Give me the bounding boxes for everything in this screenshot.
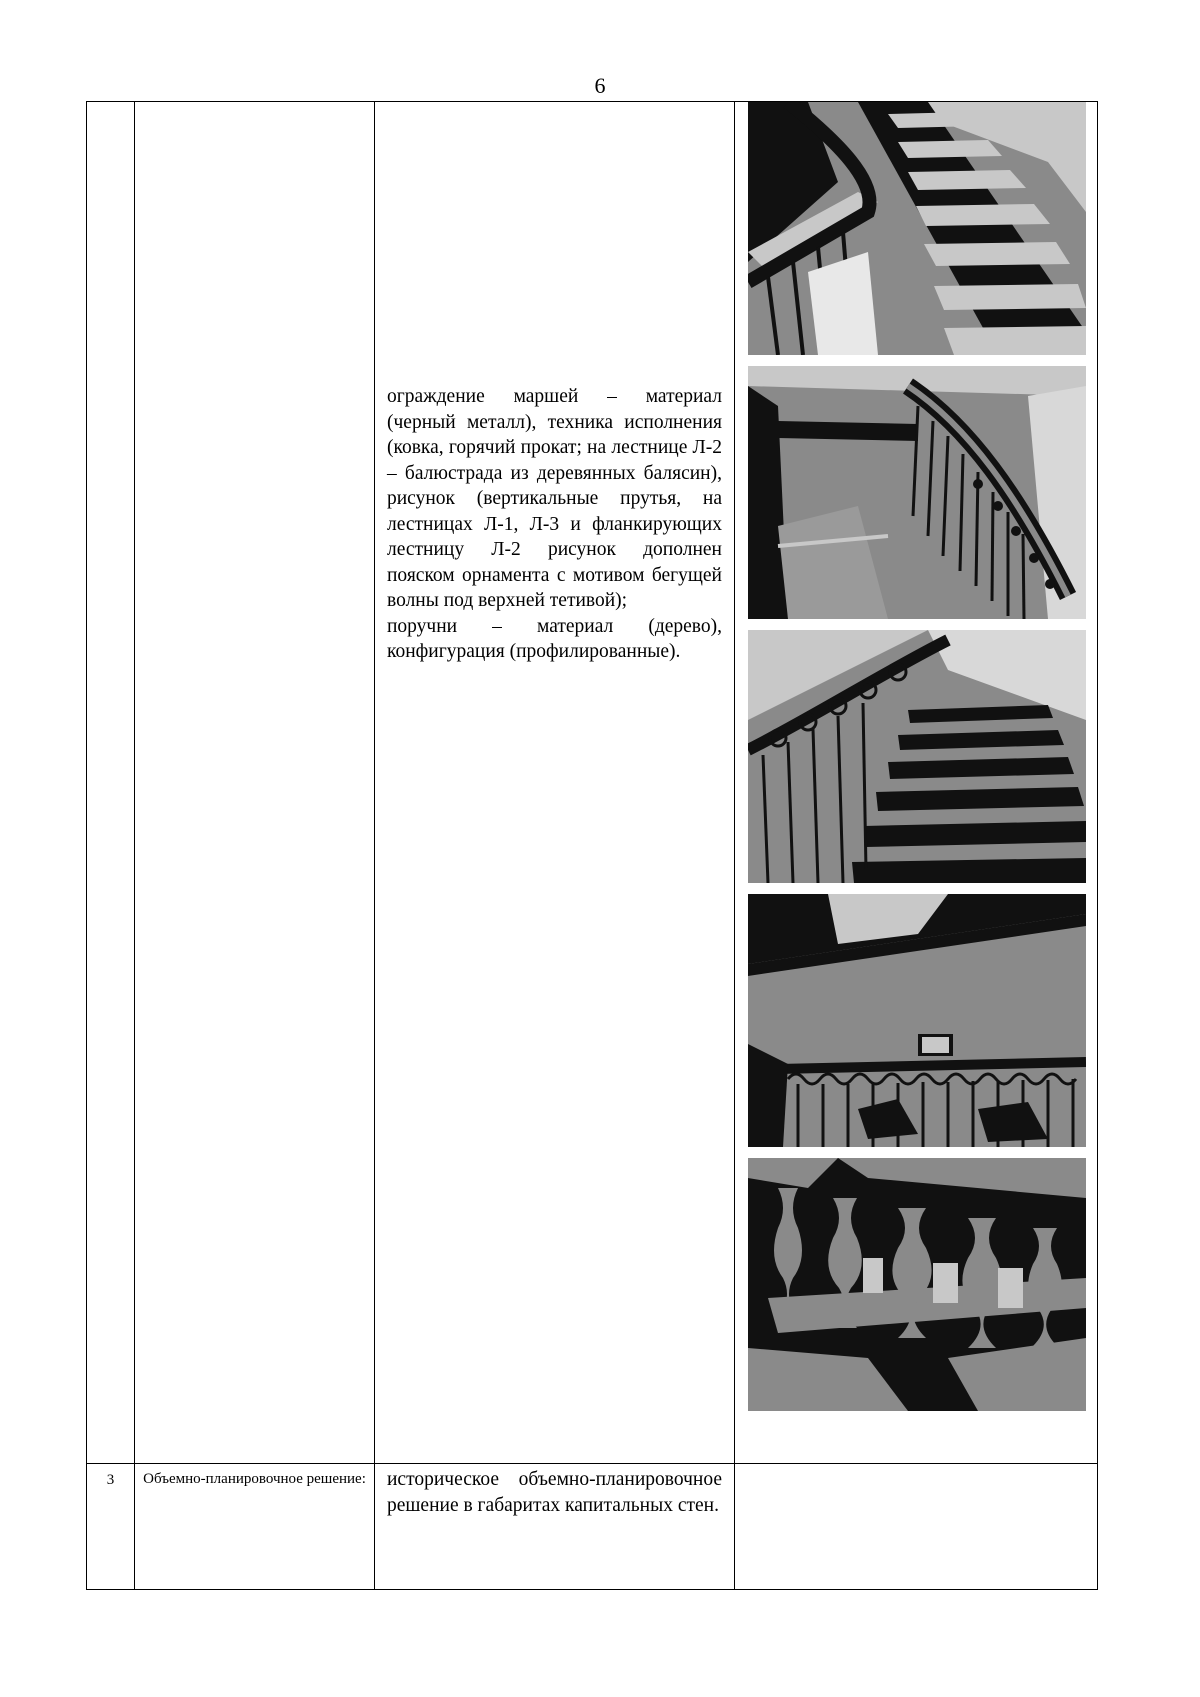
- staircase-image: [748, 102, 1086, 355]
- staircase-image: [748, 366, 1086, 619]
- photos-cell: [735, 1464, 1098, 1590]
- feature-cell: [135, 102, 375, 1464]
- staircase-photo-1: [748, 102, 1086, 355]
- feature-cell: Объемно-планировочное решение:: [135, 1464, 375, 1590]
- object-features-table: [86, 101, 1098, 1590]
- balusters-image: [748, 1158, 1086, 1411]
- railing-photo-4: [748, 894, 1086, 1147]
- row-number-cell: [87, 102, 135, 1464]
- description-paragraph: поручни – материал (дерево), конфигурация (профилированные).: [387, 615, 722, 662]
- railing-image: [748, 894, 1086, 1147]
- table-row: [87, 102, 1098, 1464]
- staircase-photo-2: [748, 366, 1086, 619]
- description-cell: [375, 102, 735, 1464]
- table-row: [87, 1464, 1098, 1590]
- description-cell: [375, 1464, 735, 1590]
- staircase-image: [748, 630, 1086, 883]
- staircase-photo-3: [748, 630, 1086, 883]
- photos-cell: [735, 102, 1098, 1464]
- balusters-photo-5: [748, 1158, 1086, 1411]
- page-number: 6: [594, 73, 606, 98]
- description-paragraph: историческое объемно-планировочное решение в габаритах капитальных стен.: [387, 1469, 722, 1516]
- row-number-cell: 3: [87, 1464, 135, 1590]
- description-paragraph: ограждение маршей – материал (черный металл), техника исполнения (ковка, горячий прокат; на лестнице Л-2 – балюстрада из деревянных балясин), рисунок (вертикальные прутья, на лестницах Л-1, Л-3 и фланкирующих лестницу Л-2 рисунок дополнен пояском орнамента с мотивом бегущей волны под верхней тетивой);: [387, 386, 722, 611]
